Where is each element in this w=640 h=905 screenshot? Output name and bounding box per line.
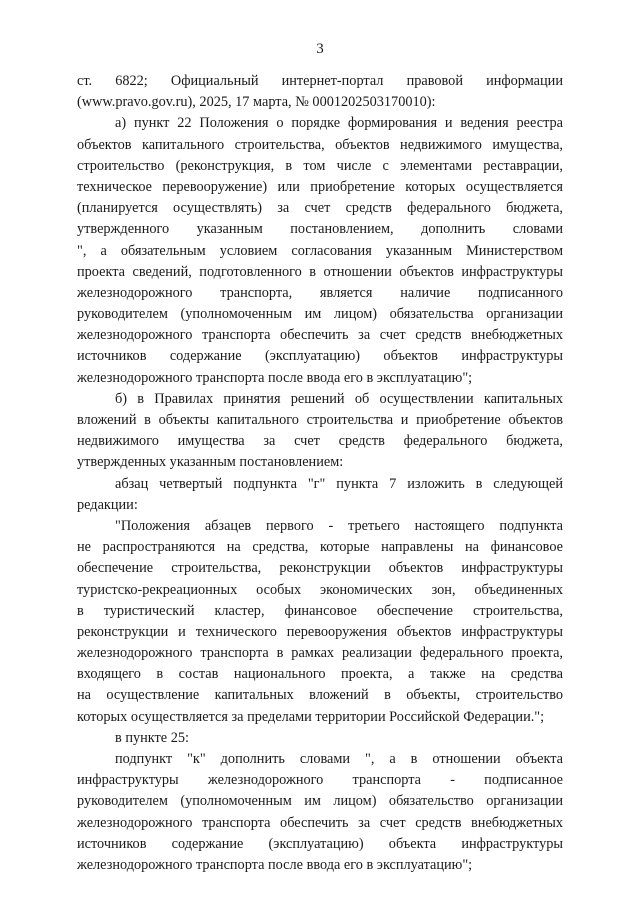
text-line: туристско-рекреационных особых экономических зон, объединенных [77,581,563,598]
text-line: в туристический кластер, финансовое обеспечение строительства, [77,602,563,619]
text-line: в пункте 25: [115,729,189,746]
text-line: ", а обязательным условием согласования указанным Министерством [77,242,563,259]
text-line: подпункт "к" дополнить словами ", а в отношении объекта [115,751,563,767]
text-line: обеспечение строительства, реконструкции объектов инфраструктуры [77,560,563,577]
text-line: строительство (реконструкция, в том числе с элементами реставрации, [77,157,563,174]
document-body [77,71,563,876]
text-line: железнодорожного транспорта после ввода его в эксплуатацию"; [77,856,473,873]
text-line: вложений в объекты капитального строительства и приобретение объектов [77,412,563,428]
text-line: утвержденного указанным постановлением, дополнить словами [77,221,563,238]
text-line: (www.pravo.gov.ru), 2025, 17 марта, № 0001202503170010): [77,94,436,111]
text-line: утвержденных указанным постановлением: [77,454,344,471]
text-line: реконструкции и технического перевооружения объектов инфраструктуры [77,623,563,640]
text-line: техническое перевооружение) или приобретение которых осуществляется [77,178,563,195]
text-line: а) пункт 22 Положения о порядке формирования и ведения реестра [115,115,563,132]
text-line: объектов капитального строительства, объектов недвижимого имущества, [77,136,563,153]
text-line: б) в Правилах принятия решений об осуществлении капитальных [115,390,563,407]
text-line: входящего в состав национального проекта, а также на средства [77,666,563,683]
text-line: руководителем (уполномоченным им лицом) обязательства организации [77,306,563,323]
text-line: ст. 6822; Официальный интернет-портал правовой информации [77,73,563,89]
text-line: абзац четвертый подпункта "г" пункта 7 изложить в следующей [115,475,563,492]
page-number: 3 [316,41,324,57]
text-line: на осуществление капитальных вложений в объекты, строительство [77,687,563,704]
text-line: "Положения абзацев первого - третьего настоящего подпункта [115,517,563,534]
text-line: источников содержание (эксплуатацию) объекта инфраструктуры [77,835,563,852]
text-line: железнодорожного транспорта, является наличие подписанного [77,284,563,301]
text-line: недвижимого имущества за счет средств федерального бюджета, [77,433,563,450]
text-line: железнодорожного транспорта обеспечить за счет средств внебюджетных [77,327,563,344]
text-line: железнодорожного транспорта после ввода его в эксплуатацию"; [77,369,473,386]
text-line: инфраструктуры железнодорожного транспорта - подписанное [77,772,563,789]
text-line: источников содержание (эксплуатацию) объектов инфраструктуры [77,348,563,365]
text-line: железнодорожного транспорта в рамках реализации федерального проекта, [77,645,563,662]
text-line: проекта сведений, подготовленного в отношении объектов инфраструктуры [77,263,563,280]
text-line: не распространяются на средства, которые направлены на финансовое [77,539,563,556]
text-line: руководителем (уполномоченным им лицом) обязательство организации [77,793,563,810]
text-line: которых осуществляется за пределами территории Российской Федерации."; [77,708,545,725]
text-line: (планируется осуществлять) за счет средств федерального бюджета, [77,200,563,217]
text-line: редакции: [77,496,138,513]
text-line: железнодорожного транспорта обеспечить за счет средств внебюджетных [77,814,563,831]
